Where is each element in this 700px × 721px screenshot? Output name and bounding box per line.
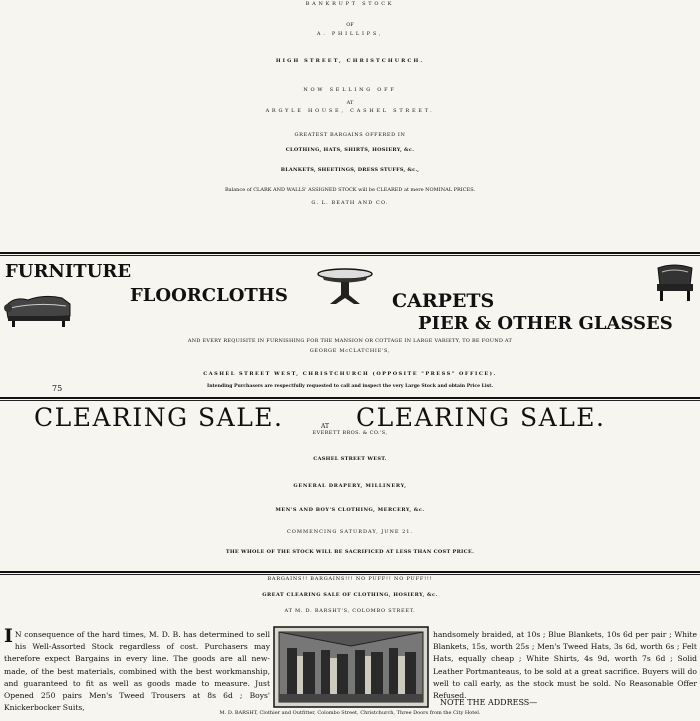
drapery-line: GENERAL DRAPERY, MILLINERY, [293,483,407,489]
carpets-heading: CARPETS [392,290,495,312]
floorcloths-heading: FLOORCLOTHS [130,285,288,306]
ad-number: 75 [52,384,63,393]
divider [0,400,700,401]
barsht-footer: M. D. BARSHT, Clothier and Outfitter, Colombo Street, Christchurch, Three Doors from the City Hotel. [219,710,481,716]
commencing-line: COMMENCING SATURDAY, JUNE 21. [286,529,414,535]
clearing-sale-right: CLEARING SALE. [356,403,606,432]
bargains-line: BARGAINS!! BARGAINS!!! NO PUFF!! NO PUFF!!! [267,576,433,582]
barsht-address: AT M. D. BARSHT'S, COLOMBO STREET. [284,608,416,614]
beath-firm: G. L. BEATH AND CO. [311,200,389,206]
body-left [4,625,270,714]
clothing-line: CLOTHING, HATS, SHIRTS, HOSIERY, &c. [285,147,415,153]
blankets-line: BLANKETS, SHEETINGS, DRESS STUFFS, &c., [280,167,420,173]
furniture-heading: FURNITURE [5,261,132,282]
intending-line: Intending Purchasers are respectfully requested to call and inspect the very Large Stock and obtain Price List. [207,384,493,389]
of-label: OF [346,22,354,28]
divider [0,397,700,399]
everett-name: EVERETT BROS. & CO.'S, [312,430,388,436]
mens-clothing-line: MEN'S AND BOY'S CLOTHING, MERCERY, &c. [275,507,425,513]
at-label: AT [321,423,330,430]
balance-note: Balance of CLARK AND WALLS' ASSIGNED STOCK will be CLEARED at mere NOMINAL PRICES. [224,187,476,193]
divider [0,571,700,573]
mcclatchie-name: GEORGE McCLATCHIE'S, [309,348,391,354]
body-right [433,629,697,702]
shop-engraving [273,626,429,708]
divider [0,252,700,254]
phillips-name: A. PHILLIPS, [316,31,384,37]
mcclatchie-address: CASHEL STREET WEST, CHRISTCHURCH (OPPOSITE "PRESS" OFFICE). [203,371,497,377]
bankrupt-headline: BANKRUPT STOCK [305,1,395,7]
requisite-line: AND EVERY REQUISITE IN FURNISHING FOR THE MANSION OR COTTAGE IN LARGE VARIETY, TO BE FOUND AT [187,338,513,344]
at-label: AT [346,100,354,106]
glasses-heading: PIER & OTHER GLASSES [418,313,673,334]
argyle-house: ARGYLE HOUSE, CASHEL STREET. [265,108,435,114]
divider [0,255,700,256]
whole-stock-line: THE WHOLE OF THE STOCK WILL BE SACRIFICED AT LESS THAN COST PRICE. [225,549,475,555]
sofa-engraving [4,294,74,328]
note-address: NOTE THE ADDRESS— [440,698,538,707]
left-paragraph: N consequence of the hard times, M. D. B. has determined to sell his Well-Assorted Stock regardless of cost. Purchasers may therefore expect Bargains in every line. The goods are all new-made, of the best materials, combined with the best workmanship, and guaranteed to fit as well as goods made to measure. Just Opened 250 pairs Men's Tweed Trousers at 8s 6d ; Boys' Knickerbocker Suits, [4,630,270,713]
right-paragraph: handsomely braided, at 10s ; Blue Blankets, 10s 6d per pair ; White Blankets, 15s, worth 25s ; Men's Tweed Hats, 3s 6d, worth 6s ; Felt Hats, equally cheap ; White Shirts, 4s 9d, worth 7s 6d ; Solid Leather Portmanteaus, to be sold at a great sacrifice. Buyers will do well to call early, as the stock must be sold. No Reasonable Offer Refused. [433,630,697,701]
clearing-sale-left: CLEARING SALE. [34,403,284,432]
now-selling: NOW SELLING OFF [303,87,397,93]
chair-engraving [654,262,696,302]
phillips-address: HIGH STREET, CHRISTCHURCH. [275,58,425,64]
greatest-bargains: GREATEST BARGAINS OFFERED IN [294,132,406,138]
divider [0,574,700,575]
table-engraving [316,268,374,306]
dropcap: I [4,625,13,647]
everett-street: CASHEL STREET WEST. [313,456,387,462]
great-clearing-line: GREAT CLEARING SALE OF CLOTHING, HOSIERY, &c. [262,592,438,598]
